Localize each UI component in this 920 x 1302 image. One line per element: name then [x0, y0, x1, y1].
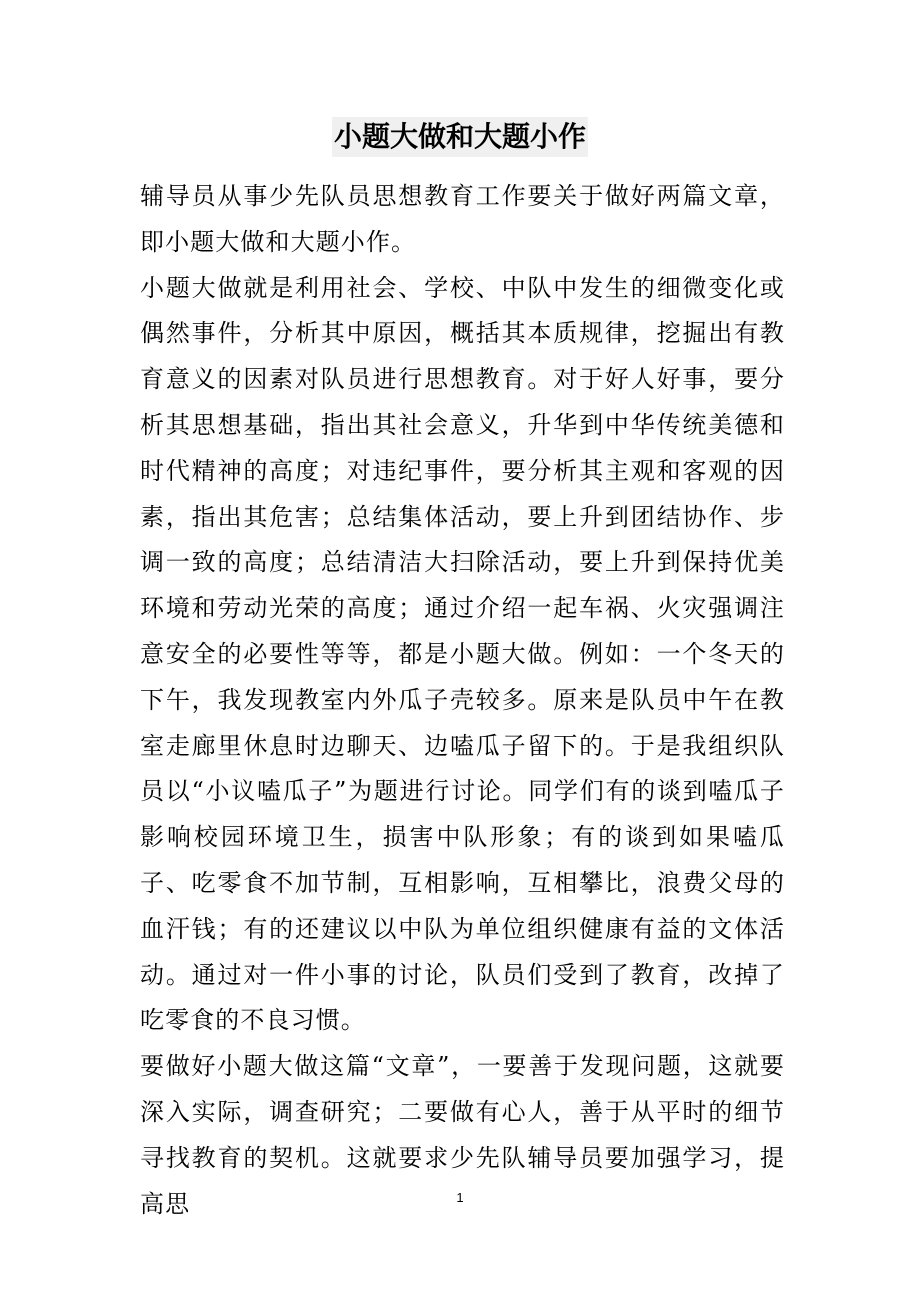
title-container	[0, 117, 920, 157]
document-title: 小题大做和大题小作	[332, 117, 588, 157]
paragraph-how-to: 要做好小题大做这篇“文章”，一要善于发现问题，这就要深入实际，调查研究；二要做有心人，善于从平时的细节寻找教育的契机。这就要求少先队辅导员要加强学习，提高思	[140, 1052, 785, 1218]
document-body	[140, 174, 785, 1227]
paragraph-small-topic: 小题大做就是利用社会、学校、中队中发生的细微变化或偶然事件，分析其中原因，概括其本质规律，挖掘出有教育意义的因素对队员进行思想教育。对于好人好事，要分析其思想基础，指出其社会意义，升华到中华传统美德和时代精神的高度；对违纪事件，要分析其主观和客观的因素，指出其危害；总结集体活动，要上升到团结协作、步调一致的高度；总结清洁大扫除活动，要上升到保持优美环境和劳动光荣的高度；通过介绍一起车祸、火灾强调注意安全的必要性等等，都是小题大做。例如：一个冬天的下午，我发现教室内外瓜子壳较多。原来是队员中午在教室走廊里休息时边聊天、边嗑瓜子留下的。于是我组织队员以“小议嗑瓜子”为题进行讨论。同学们有的谈到嗑瓜子影响校园环境卫生，损害中队形象；有的谈到如果嗑瓜子、吃零食不加节制，互相影响，互相攀比，浪费父母的血汗钱；有的还建议以中队为单位组织健康有益的文体活动。通过对一件小事的讨论，队员们受到了教育，改掉了吃零食的不良习惯。	[140, 273, 785, 1035]
paragraph-intro: 辅导员从事少先队员思想教育工作要关于做好两篇文章，即小题大做和大题小作。	[140, 182, 785, 256]
page-number: 1	[456, 1190, 464, 1205]
